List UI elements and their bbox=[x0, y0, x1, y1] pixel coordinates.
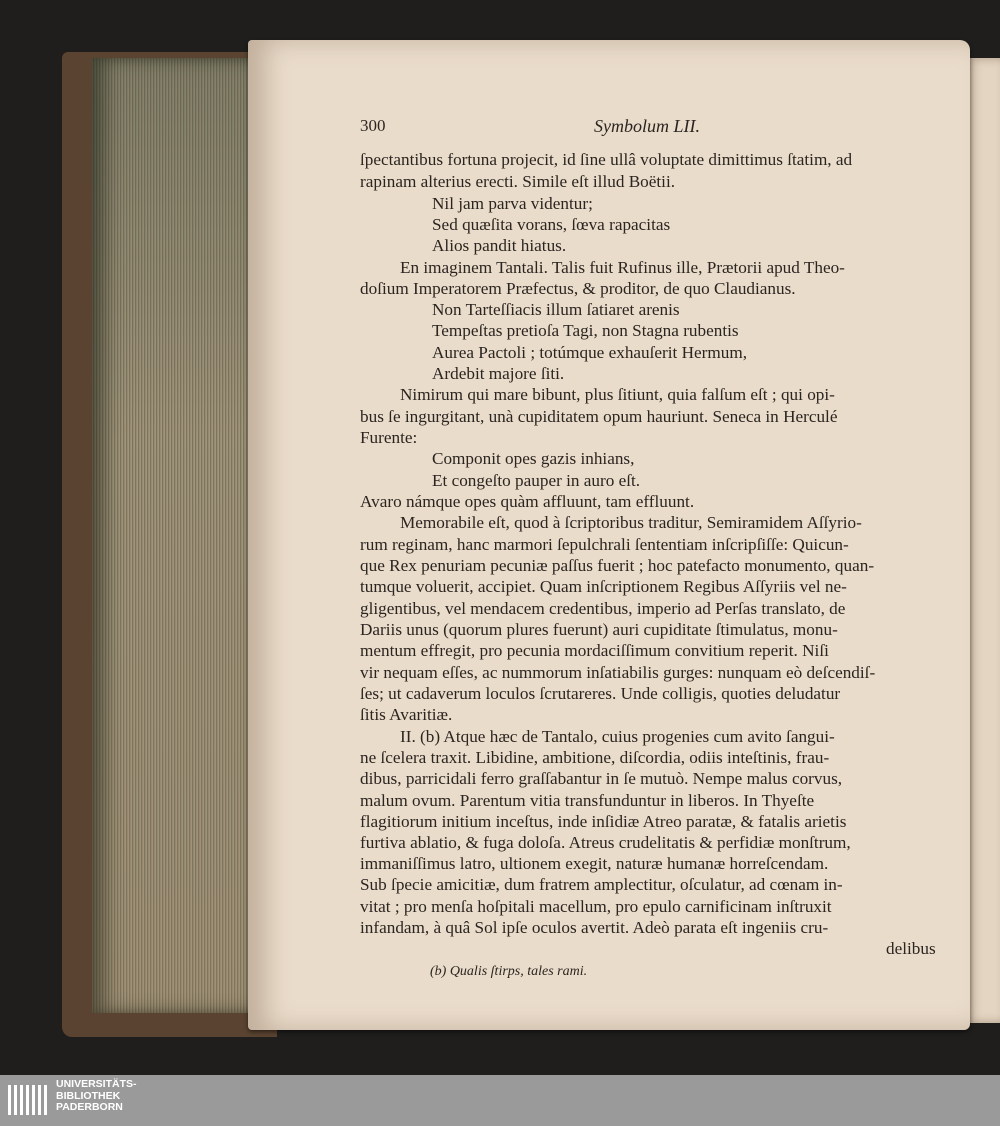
text-line: II. (b) Atque hæc de Tantalo, cuius progenies cum avito ſangui- bbox=[400, 727, 835, 746]
verse-line: Et congeſto pauper in auro eſt. bbox=[432, 471, 641, 490]
text-line: ſitis Avaritiæ. bbox=[360, 705, 453, 724]
verse-line: Ardebit majore ſiti. bbox=[432, 364, 565, 383]
footnote: (b) Qualis ſtirps, tales rami. bbox=[430, 964, 588, 979]
library-footer bbox=[0, 1075, 1000, 1126]
text-line: que Rex penuriam pecuniæ paſſus fuerit ; hoc patefacto monumento, quan- bbox=[360, 556, 875, 575]
verse-line: Tempeſtas pretioſa Tagi, non Stagna rubentis bbox=[432, 321, 739, 340]
page-number: 300 bbox=[360, 116, 386, 135]
library-name-line: PADERBORN bbox=[56, 1101, 123, 1113]
catchword: delibus bbox=[886, 939, 936, 958]
text-line: En imaginem Tantali. Talis fuit Rufinus ille, Prætorii apud Theo- bbox=[400, 258, 845, 277]
library-name bbox=[56, 1079, 137, 1114]
text-line: Memorabile eſt, quod à ſcriptoribus traditur, Semiramidem Aſſyrio- bbox=[400, 513, 862, 532]
library-name-line: UNIVERSITÄTS- bbox=[56, 1078, 137, 1090]
text-line: Sub ſpecie amicitiæ, dum fratrem amplectitur, oſculatur, ad cœnam in- bbox=[360, 875, 843, 894]
text-line: flagitiorum initium inceſtus, inde inſidiæ Atreo paratæ, & fatalis arietis bbox=[360, 812, 847, 831]
text-line: Furente: bbox=[360, 428, 418, 447]
text-line: infandam, à quâ Sol ipſe oculos avertit. Adeò parata eſt ingeniis cru- bbox=[360, 918, 829, 937]
text-line: doſium Imperatorem Præfectus, & proditor, de quo Claudianus. bbox=[360, 279, 796, 298]
verse-line: Non Tarteſſiacis illum ſatiaret arenis bbox=[432, 300, 680, 319]
verse-line: Componit opes gazis inhians, bbox=[432, 449, 635, 468]
text-line: Nimirum qui mare bibunt, plus ſitiunt, quia falſum eſt ; qui opi- bbox=[400, 385, 835, 404]
text-line: dibus, parricidali ferro graſſabantur in ſe mutuò. Nempe malus corvus, bbox=[360, 769, 843, 788]
text-line: rum reginam, hanc marmori ſepulchrali ſententiam inſcripſiſſe: Quicun- bbox=[360, 535, 849, 554]
text-line: Avaro námque opes quàm affluunt, tam effluunt. bbox=[360, 492, 695, 511]
text-line: immaniſſimus latro, ultionem exegit, naturæ humanæ horreſcendam. bbox=[360, 854, 829, 873]
text-line: rapinam alterius erecti. Simile eſt illud Boëtii. bbox=[360, 172, 676, 191]
text-line: ne ſcelera traxit. Libidine, ambitione, diſcordia, odiis inteſtinis, frau- bbox=[360, 748, 830, 767]
text-line: vitat ; pro menſa hoſpitali macellum, pro epulo carnificinam inſtruxit bbox=[360, 897, 832, 916]
text-line: furtiva ablatio, & fuga doloſa. Atreus crudelitatis & perfidiæ monſtrum, bbox=[360, 833, 851, 852]
text-line: tumque voluerit, accipiet. Quam inſcriptionem Regibus Aſſyriis vel ne- bbox=[360, 577, 847, 596]
text-line: Dariis unus (quorum plures fuerunt) auri cupiditate ſtimulatus, monu- bbox=[360, 620, 838, 639]
text-line: vir nequam eſſes, ac nummorum inſatiabilis gurges: nunquam eò deſcendiſ- bbox=[360, 663, 876, 682]
library-name-line: BIBLIOTHEK bbox=[56, 1089, 121, 1102]
text-line: ſes; ut cadaverum loculos ſcrutareres. Unde colligis, quoties deludatur bbox=[360, 684, 841, 703]
page-edges bbox=[92, 58, 270, 1013]
text-line: bus ſe ingurgitant, unà cupiditatem opum hauriunt. Seneca in Herculé bbox=[360, 407, 838, 426]
library-logo-icon bbox=[6, 1079, 50, 1121]
facing-page-edge bbox=[966, 58, 1000, 1023]
text-line: mentum effregit, pro pecunia mordaciſſimum convitium reperit. Niſi bbox=[360, 641, 829, 660]
verse-line: Sed quæſita vorans, ſœva rapacitas bbox=[432, 215, 671, 234]
verse-line: Alios pandit hiatus. bbox=[432, 236, 567, 255]
text-line: malum ovum. Parentum vitia transfunduntur in liberos. In Thyeſte bbox=[360, 791, 815, 810]
text-line: gligentibus, vel mendacem credentibus, imperio ad Perſas translato, de bbox=[360, 599, 846, 618]
text-line: ſpectantibus fortuna projecit, id ſine ullâ voluptate dimittimus ſtatim, ad bbox=[360, 150, 853, 169]
verse-line: Nil jam parva videntur; bbox=[432, 194, 593, 213]
running-head: Symbolum LII. bbox=[594, 116, 700, 136]
verse-line: Aurea Pactoli ; totúmque exhauſerit Hermum, bbox=[432, 343, 748, 362]
